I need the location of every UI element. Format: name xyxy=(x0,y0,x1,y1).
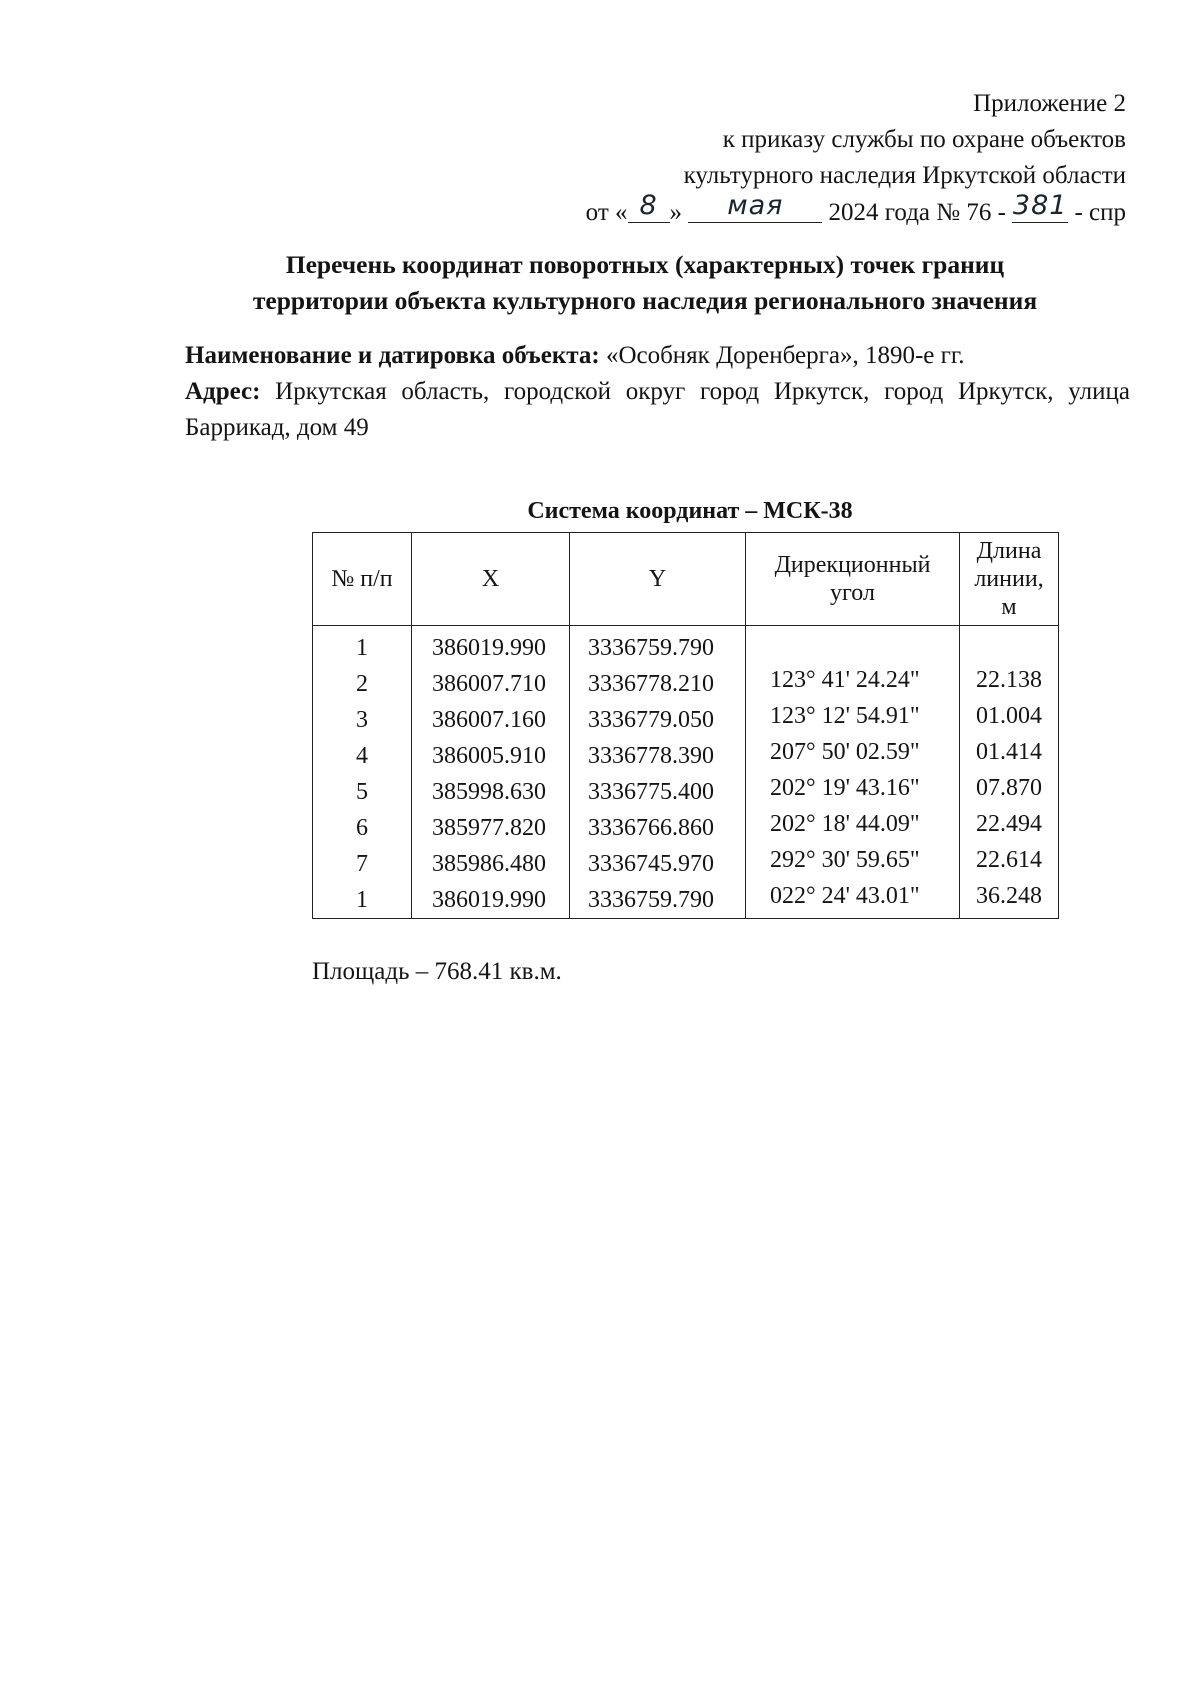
appendix-title: Приложение 2 xyxy=(973,90,1126,117)
date-prefix: от « xyxy=(585,199,628,226)
line-length-cell: 22.138 xyxy=(976,667,1042,693)
x-coordinate-cell: 386007.710 xyxy=(432,671,546,697)
point-number-cell: 3 xyxy=(356,707,368,733)
doc-number-handwritten: 381 xyxy=(1012,190,1068,221)
point-number-cell: 1 xyxy=(356,887,368,913)
x-coordinate-cell: 386005.910 xyxy=(432,743,546,769)
header-angle-line-1: Дирекционный xyxy=(774,552,931,578)
object-address-paragraph xyxy=(185,374,1130,446)
header-length xyxy=(960,533,1059,626)
y-coordinate-cell: 3336759.790 xyxy=(588,887,714,913)
y-coordinate-cell: 3336775.400 xyxy=(588,779,714,805)
y-coordinate-cell: 3336779.050 xyxy=(588,707,714,733)
x-coordinate-cell: 385977.820 xyxy=(432,815,546,841)
header-x: X xyxy=(412,533,570,626)
line-length-cell: 22.494 xyxy=(976,811,1042,837)
doc-suffix: - спр xyxy=(1074,199,1126,226)
appendix-header xyxy=(586,86,1126,231)
month-field xyxy=(688,190,822,223)
day-handwritten: 8 xyxy=(639,190,658,221)
document-title xyxy=(150,247,1140,319)
point-number-cell: 7 xyxy=(356,851,368,877)
point-number-cell: 4 xyxy=(356,743,368,769)
header-angle xyxy=(746,533,960,626)
direction-angle-cell: 022° 24' 43.01" xyxy=(770,883,920,909)
line-length-cell: 01.004 xyxy=(976,703,1042,729)
object-address-label: Адрес: xyxy=(185,378,261,405)
header-length-line-2: линии, xyxy=(974,566,1044,592)
x-coordinate-cell: 385986.480 xyxy=(432,851,546,877)
angle-column xyxy=(746,626,960,919)
y-coordinate-cell: 3336766.860 xyxy=(588,815,714,841)
object-name-paragraph xyxy=(185,338,1130,374)
point-number-cell: 6 xyxy=(356,815,368,841)
x-coordinate-cell: 386019.990 xyxy=(432,635,546,661)
y-coordinate-cell: 3336778.390 xyxy=(588,743,714,769)
table-header-row xyxy=(313,533,1059,626)
appendix-authority-line: культурного наследия Иркутской области xyxy=(683,162,1126,189)
header-number: № п/п xyxy=(313,533,412,626)
date-mid: » xyxy=(669,199,683,226)
object-name-label: Наименование и датировка объекта: xyxy=(185,342,600,369)
direction-angle-cell: 207° 50' 02.59" xyxy=(770,739,920,765)
direction-angle-cell: 123° 41' 24.24" xyxy=(770,667,920,693)
length-column xyxy=(960,626,1059,919)
y-coordinate-cell: 3336745.970 xyxy=(588,851,714,877)
doc-number-field xyxy=(1012,190,1068,223)
line-length-cell: 07.870 xyxy=(976,775,1042,801)
point-number-cell: 2 xyxy=(356,671,368,697)
number-column xyxy=(313,626,412,919)
table-body-row xyxy=(313,626,1059,919)
direction-angle-cell: 202° 19' 43.16" xyxy=(770,775,920,801)
line-length-cell: 01.414 xyxy=(976,739,1042,765)
title-line-2: территории объекта культурного наследия регионального значения xyxy=(252,286,1038,315)
title-line-1: Перечень координат поворотных (характерных) точек границ xyxy=(285,250,1005,279)
month-handwritten: мая xyxy=(727,190,784,221)
x-coordinate-cell: 386019.990 xyxy=(432,887,546,913)
y-column xyxy=(570,626,746,919)
x-coordinate-cell: 386007.160 xyxy=(432,707,546,733)
day-field xyxy=(628,190,670,223)
direction-angle-cell: 292° 30' 59.65" xyxy=(770,847,920,873)
direction-angle-cell: 123° 12' 54.91" xyxy=(770,703,920,729)
coordinates-table xyxy=(312,532,1059,919)
table-caption: Система координат – МСК-38 xyxy=(527,498,853,524)
header-length-line-3: м xyxy=(1001,594,1017,620)
direction-angle-cell: 202° 18' 44.09" xyxy=(770,811,920,837)
appendix-order-line: к приказу службы по охране объектов xyxy=(722,126,1126,153)
line-length-cell: 36.248 xyxy=(976,883,1042,909)
header-angle-line-2: угол xyxy=(830,580,875,606)
object-address-value: Иркутская область, городской округ город Иркутск, город Иркутск, улица Баррикад, дом 49 xyxy=(185,378,1131,441)
object-info xyxy=(185,338,1130,446)
area-text: Площадь – 768.41 кв.м. xyxy=(312,958,562,985)
line-length-cell: 22.614 xyxy=(976,847,1042,873)
year-number-text: 2024 года № 76 - xyxy=(828,199,1006,226)
x-column xyxy=(412,626,570,919)
y-coordinate-cell: 3336759.790 xyxy=(588,635,714,661)
y-coordinate-cell: 3336778.210 xyxy=(588,671,714,697)
header-y: Y xyxy=(570,533,746,626)
header-length-line-1: Длина xyxy=(976,538,1042,564)
point-number-cell: 1 xyxy=(356,635,368,661)
point-number-cell: 5 xyxy=(356,779,368,805)
object-name-value: «Особняк Доренберга», 1890-е гг. xyxy=(605,342,965,369)
appendix-date-line xyxy=(585,190,1126,231)
x-coordinate-cell: 385998.630 xyxy=(432,779,546,805)
